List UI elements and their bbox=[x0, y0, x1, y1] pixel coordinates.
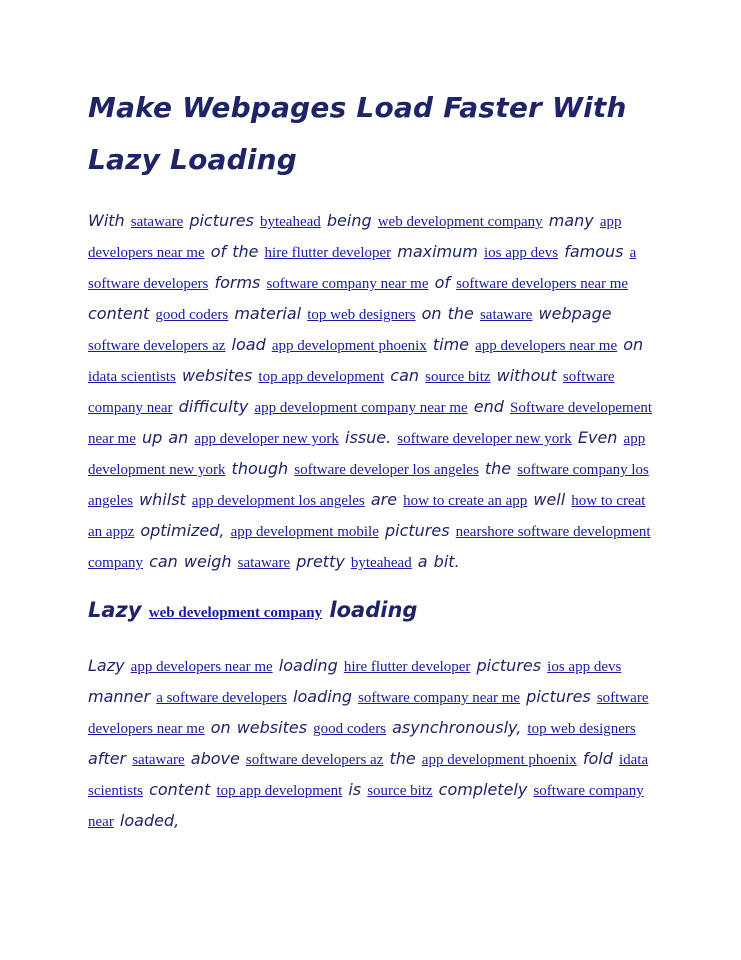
paragraph-text: content bbox=[143, 780, 217, 799]
inline-link[interactable]: software company near bbox=[88, 783, 644, 830]
paragraph-text: on the bbox=[415, 304, 480, 323]
inline-link[interactable]: idata scientists bbox=[88, 752, 649, 799]
paragraph-text: without bbox=[490, 366, 563, 385]
paragraph-text: whilst bbox=[132, 490, 192, 509]
inline-link[interactable]: sataware bbox=[479, 307, 533, 323]
inline-link[interactable]: byteahead bbox=[259, 214, 321, 230]
inline-link[interactable]: a software developers bbox=[156, 690, 287, 706]
inline-link[interactable]: how to create an app bbox=[403, 493, 528, 509]
paragraph-text: maximum bbox=[391, 242, 484, 261]
paragraph-text: the bbox=[478, 459, 518, 478]
inline-link[interactable]: source bitz bbox=[425, 369, 491, 385]
paragraph-text: issue. bbox=[338, 428, 398, 447]
paragraph-text: above bbox=[184, 749, 246, 768]
inline-link[interactable]: software developers near me bbox=[88, 690, 649, 737]
inline-link[interactable]: hire flutter developer bbox=[264, 245, 392, 261]
paragraph-text: forms bbox=[208, 273, 267, 292]
inline-link[interactable]: software developers az bbox=[88, 338, 226, 354]
inline-link[interactable]: top web designers bbox=[307, 307, 416, 323]
inline-link[interactable]: how to creat an appz bbox=[88, 493, 646, 540]
inline-link[interactable]: app development company near me bbox=[254, 400, 468, 416]
paragraph-text: end bbox=[467, 397, 511, 416]
paragraph-text: can weigh bbox=[142, 552, 238, 571]
inline-link[interactable]: app development new york bbox=[88, 431, 646, 478]
inline-link[interactable]: hire flutter developer bbox=[343, 659, 471, 675]
inline-link[interactable]: software developers near me bbox=[456, 276, 629, 292]
paragraph-text: of the bbox=[204, 242, 265, 261]
paragraph-text: on websites bbox=[204, 718, 314, 737]
heading-text: loading bbox=[322, 598, 418, 622]
inline-link[interactable]: sataware bbox=[237, 555, 291, 571]
paragraph-text: pictures bbox=[183, 211, 260, 230]
paragraph-text: optimized, bbox=[134, 521, 231, 540]
paragraph-text: Lazy bbox=[88, 656, 131, 675]
inline-link[interactable]: app development mobile bbox=[230, 524, 379, 540]
paragraph-text: up an bbox=[135, 428, 195, 447]
inline-link[interactable]: source bitz bbox=[367, 783, 433, 799]
paragraph-text: loading bbox=[272, 656, 344, 675]
paragraph-text: after bbox=[88, 749, 133, 768]
heading-text: Lazy bbox=[88, 598, 149, 622]
paragraph-text: pictures bbox=[520, 687, 597, 706]
inline-link[interactable]: app developers near me bbox=[130, 659, 273, 675]
paragraph-text: on bbox=[617, 335, 644, 354]
paragraph-text: many bbox=[542, 211, 600, 230]
inline-link[interactable]: Software developement near me bbox=[88, 400, 653, 447]
inline-link[interactable]: sataware bbox=[132, 752, 185, 768]
inline-link[interactable]: web development company bbox=[377, 214, 543, 230]
inline-link[interactable]: a software developers bbox=[88, 245, 637, 292]
inline-link[interactable]: ios app devs bbox=[483, 245, 559, 261]
paragraph-text: can bbox=[384, 366, 426, 385]
paragraph-text: are bbox=[364, 490, 404, 509]
inline-link[interactable]: app development los angeles bbox=[191, 493, 365, 509]
intro-paragraph bbox=[88, 206, 653, 578]
paragraph-text: famous bbox=[558, 242, 630, 261]
inline-link[interactable]: nearshore software development company bbox=[88, 524, 651, 571]
paragraph-text: loading bbox=[286, 687, 359, 706]
inline-link[interactable]: software company near me bbox=[266, 276, 429, 292]
inline-link[interactable]: web development company bbox=[148, 605, 323, 621]
paragraph-text: loaded, bbox=[113, 811, 180, 830]
paragraph-text: being bbox=[320, 211, 378, 230]
inline-link[interactable]: good coders bbox=[155, 307, 229, 323]
inline-link[interactable]: app developers near me bbox=[88, 214, 622, 261]
inline-link[interactable]: idata scientists bbox=[88, 369, 176, 385]
paragraph-text: completely bbox=[432, 780, 534, 799]
paragraph-text: Even bbox=[571, 428, 624, 447]
body-paragraph bbox=[88, 651, 653, 837]
paragraph-text: asynchronously, bbox=[386, 718, 528, 737]
paragraph-text: is bbox=[342, 780, 368, 799]
paragraph-text: difficulty bbox=[172, 397, 255, 416]
inline-link[interactable]: software company los angeles bbox=[88, 462, 649, 509]
paragraph-text: well bbox=[527, 490, 572, 509]
inline-link[interactable]: top app development bbox=[258, 369, 385, 385]
inline-link[interactable]: top app development bbox=[216, 783, 343, 799]
inline-link[interactable]: sataware bbox=[130, 214, 184, 230]
inline-link[interactable]: byteahead bbox=[350, 555, 412, 571]
inline-link[interactable]: software company near bbox=[88, 369, 615, 416]
inline-link[interactable]: top web designers bbox=[527, 721, 636, 737]
paragraph-text: though bbox=[225, 459, 295, 478]
inline-link[interactable]: software developers az bbox=[245, 752, 384, 768]
section-heading bbox=[88, 590, 653, 633]
paragraph-text: websites bbox=[175, 366, 259, 385]
paragraph-text: material bbox=[228, 304, 308, 323]
paragraph-text: a bit. bbox=[411, 552, 460, 571]
inline-link[interactable]: software developer los angeles bbox=[294, 462, 479, 478]
paragraph-text: pictures bbox=[378, 521, 456, 540]
inline-link[interactable]: app developer new york bbox=[194, 431, 339, 447]
inline-link[interactable]: app development phoenix bbox=[421, 752, 577, 768]
inline-link[interactable]: software company near me bbox=[358, 690, 521, 706]
paragraph-text: webpage bbox=[532, 304, 612, 323]
paragraph-text: pretty bbox=[290, 552, 351, 571]
page-title: Make Webpages Load Faster With Lazy Loading bbox=[88, 91, 627, 176]
paragraph-text: manner bbox=[88, 687, 157, 706]
inline-link[interactable]: app development phoenix bbox=[271, 338, 427, 354]
inline-link[interactable]: app developers near me bbox=[475, 338, 618, 354]
paragraph-text: pictures bbox=[470, 656, 548, 675]
inline-link[interactable]: ios app devs bbox=[547, 659, 622, 675]
inline-link[interactable]: software developer new york bbox=[397, 431, 572, 447]
paragraph-text: fold bbox=[576, 749, 619, 768]
paragraph-text: time bbox=[426, 335, 476, 354]
paragraph-text: the bbox=[383, 749, 422, 768]
paragraph-text: of bbox=[428, 273, 457, 292]
paragraph-text: content bbox=[88, 304, 156, 323]
paragraph-text: With bbox=[88, 211, 131, 230]
paragraph-text: load bbox=[225, 335, 272, 354]
inline-link[interactable]: good coders bbox=[313, 721, 387, 737]
